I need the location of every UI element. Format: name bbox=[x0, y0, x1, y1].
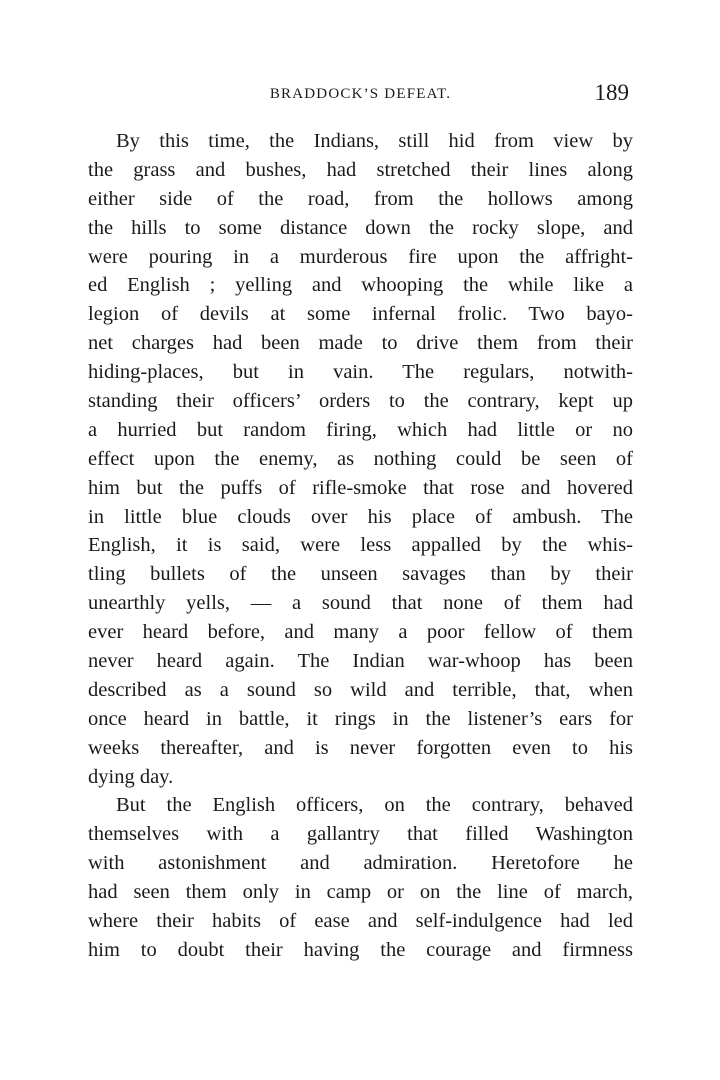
page-number: 189 bbox=[594, 80, 629, 105]
text-line: with astonishment and admiration. Heretofore he bbox=[88, 852, 633, 875]
text-line: had seen them only in camp or on the line of march, bbox=[88, 881, 633, 904]
text-line: described as a sound so wild and terrible, that, when bbox=[88, 678, 633, 701]
text-line: dying day. bbox=[88, 765, 174, 788]
running-title: BRADDOCK’S DEFEAT. bbox=[269, 86, 452, 102]
text-line: By this time, the Indians, still hid from view by bbox=[116, 130, 633, 152]
text-line: the grass and bushes, had stretched their lines along bbox=[88, 158, 633, 181]
text-line: tling bullets of the unseen savages than by their bbox=[88, 563, 633, 586]
text-line: a hurried but random firing, which had little or no bbox=[88, 418, 633, 441]
text-line: English, it is said, were less appalled by the whis- bbox=[88, 534, 633, 557]
text-line: net charges had been made to drive them from their bbox=[88, 332, 633, 355]
text-line: weeks thereafter, and is never forgotten even to his bbox=[88, 736, 633, 759]
text-line: him but the puffs of rifle-smoke that rose and hovered bbox=[88, 476, 633, 499]
running-head bbox=[88, 82, 633, 112]
text-line: him to doubt their having the courage and firmness bbox=[88, 938, 633, 961]
text-line: ever heard before, and many a poor fellow of them bbox=[88, 621, 633, 644]
text-line: standing their officers’ orders to the contrary, kept up bbox=[88, 390, 633, 413]
body-text bbox=[88, 127, 633, 965]
text-line: the hills to some distance down the rocky slope, and bbox=[88, 216, 633, 239]
text-line: unearthly yells, — a sound that none of them had bbox=[88, 592, 633, 615]
text-line: once heard in battle, it rings in the listener’s ears for bbox=[88, 707, 633, 730]
text-line: never heard again. The Indian war-whoop has been bbox=[88, 650, 633, 673]
text-line: in little blue clouds over his place of ambush. The bbox=[88, 505, 633, 528]
text-line: themselves with a gallantry that filled Washington bbox=[88, 823, 633, 846]
text-line: hiding-places, but in vain. The regulars, notwith- bbox=[88, 361, 633, 384]
text-line: either side of the road, from the hollows among bbox=[88, 187, 633, 210]
text-line: where their habits of ease and self-indulgence had led bbox=[88, 910, 633, 933]
text-line: But the English officers, on the contrary, behaved bbox=[116, 794, 633, 817]
text-line: effect upon the enemy, as nothing could be seen of bbox=[88, 447, 633, 470]
text-line: legion of devils at some infernal frolic. Two bayo- bbox=[88, 303, 633, 326]
text-line: were pouring in a murderous fire upon the affright- bbox=[88, 245, 633, 268]
text-line: ed English ; yelling and whooping the while like a bbox=[88, 274, 633, 297]
